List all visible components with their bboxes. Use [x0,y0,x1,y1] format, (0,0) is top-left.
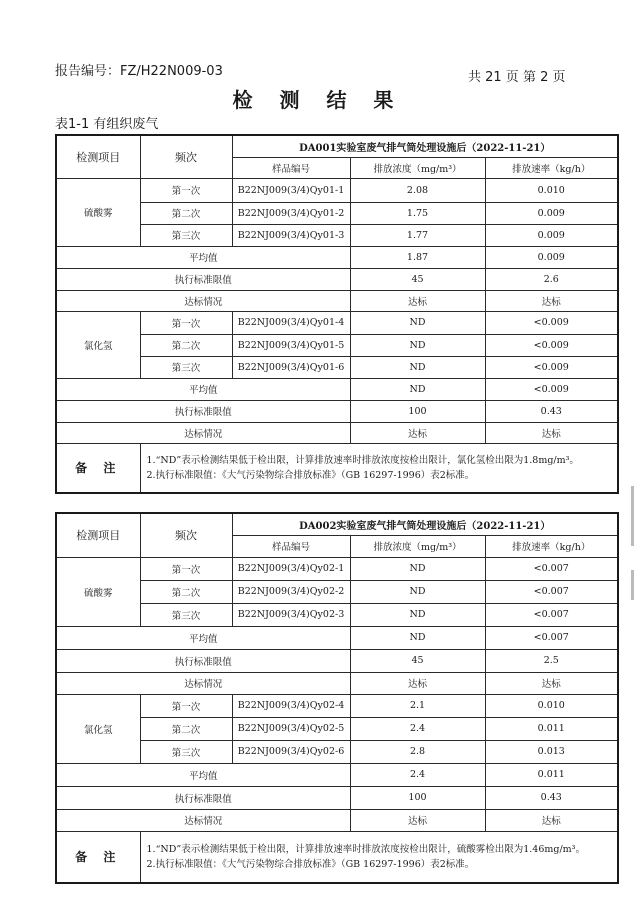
rate-cell: 0.009 [485,246,618,268]
header-rate: 排放速率（kg/h） [485,535,618,557]
sample-id-cell: B22NJ009(3/4)Qy01-3 [232,224,350,246]
rate-cell: 0.013 [485,740,618,763]
table-row [56,740,618,763]
note-line: 2.执行标准限值：《大气污染物综合排放标准》（GB 16297-1996）表2标准。 [146,469,475,481]
sample-id-cell: B22NJ009(3/4)Qy01-6 [232,356,350,378]
frequency-cell: 第二次 [140,717,232,740]
concentration-cell: ND [350,356,485,378]
rate-cell: 0.009 [485,224,618,246]
rate-cell: 0.011 [485,717,618,740]
rate-cell: 达标 [485,672,618,694]
concentration-cell: 达标 [350,290,485,311]
notes-label: 备 注 [56,831,140,883]
average-label: 平均值 [56,246,350,268]
notes-content [140,831,618,883]
header-concentration: 排放浓度（mg/m³） [350,535,485,557]
concentration-cell: ND [350,311,485,334]
limit-label: 执行标准限值 [56,268,350,290]
concentration-cell: ND [350,378,485,400]
header-rate: 排放速率（kg/h） [485,157,618,178]
frequency-cell: 第一次 [140,694,232,717]
rate-cell: 0.009 [485,202,618,224]
table-row [56,557,618,580]
table-caption: 表1-1 有组织废气 [55,117,159,132]
notes-label: 备 注 [56,443,140,493]
concentration-cell: 2.4 [350,763,485,786]
rate-cell: 达标 [485,809,618,831]
frequency-cell: 第三次 [140,740,232,763]
concentration-cell: 1.75 [350,202,485,224]
table-row [56,580,618,603]
sample-id-cell: B22NJ009(3/4)Qy02-3 [232,603,350,626]
average-label: 平均值 [56,626,350,649]
frequency-cell: 第三次 [140,224,232,246]
concentration-cell: 100 [350,400,485,422]
notes-row [56,443,618,493]
status-row [56,290,618,311]
concentration-cell: 达标 [350,422,485,443]
header-concentration: 排放浓度（mg/m³） [350,157,485,178]
table-row [56,178,618,202]
rate-cell: 0.011 [485,763,618,786]
rate-cell: <0.009 [485,356,618,378]
rate-cell: 0.010 [485,178,618,202]
page-indicator: 共 21 页 第 2 页 [468,70,566,85]
pollutant-name: 硫酸雾 [56,178,140,246]
pollutant-name: 氯化氢 [56,694,140,763]
frequency-cell: 第三次 [140,356,232,378]
table-row [56,224,618,246]
sample-id-cell: B22NJ009(3/4)Qy01-1 [232,178,350,202]
outlet-title: DA001实验室废气排气筒处理设施后（2022-11-21） [232,135,618,157]
sample-id-cell: B22NJ009(3/4)Qy02-2 [232,580,350,603]
report-number: 报告编号：FZ/H22N009-03 [55,64,223,79]
table-row [56,334,618,356]
scan-edge-mark [631,486,634,546]
header-test-item: 检测项目 [56,513,140,557]
concentration-cell: ND [350,557,485,580]
average-label: 平均值 [56,763,350,786]
header-sample-id: 样品编号 [232,535,350,557]
sample-id-cell: B22NJ009(3/4)Qy02-6 [232,740,350,763]
frequency-cell: 第二次 [140,202,232,224]
concentration-cell: 45 [350,649,485,672]
rate-cell: <0.007 [485,580,618,603]
status-row [56,672,618,694]
note-line: 1.“ND”表示检测结果低于检出限，计算排放速率时排放浓度按检出限计，氯化氢检出限为1.8mg/m³。 [146,454,579,466]
frequency-cell: 第一次 [140,178,232,202]
results-table-da001 [55,134,619,494]
rate-cell: <0.009 [485,334,618,356]
concentration-cell: 2.08 [350,178,485,202]
concentration-cell: 达标 [350,809,485,831]
sample-id-cell: B22NJ009(3/4)Qy01-2 [232,202,350,224]
average-row [56,246,618,268]
concentration-cell: ND [350,603,485,626]
frequency-cell: 第二次 [140,334,232,356]
sample-id-cell: B22NJ009(3/4)Qy01-4 [232,311,350,334]
status-label: 达标情况 [56,290,350,311]
pollutant-name: 硫酸雾 [56,557,140,626]
rate-cell: 2.5 [485,649,618,672]
header-sample-id: 样品编号 [232,157,350,178]
concentration-cell: ND [350,334,485,356]
status-label: 达标情况 [56,809,350,831]
page-title: 检 测 结 果 [232,88,404,112]
header-frequency: 频次 [140,513,232,557]
table-row [56,603,618,626]
concentration-cell: 100 [350,786,485,809]
limit-label: 执行标准限值 [56,786,350,809]
rate-cell: 0.43 [485,786,618,809]
average-label: 平均值 [56,378,350,400]
table-row [56,202,618,224]
header-test-item: 检测项目 [56,135,140,178]
concentration-cell: 2.8 [350,740,485,763]
status-row [56,809,618,831]
rate-cell: 0.43 [485,400,618,422]
rate-cell: 达标 [485,290,618,311]
scan-edge-mark [631,570,634,600]
limit-row [56,400,618,422]
status-label: 达标情况 [56,422,350,443]
rate-cell: 2.6 [485,268,618,290]
results-table-da002 [55,512,619,884]
note-line: 1.“ND”表示检测结果低于检出限，计算排放速率时排放浓度按检出限计，硫酸雾检出限为1.46mg/m³。 [146,843,585,855]
table-row [56,717,618,740]
status-row [56,422,618,443]
rate-cell: 0.010 [485,694,618,717]
concentration-cell: 1.77 [350,224,485,246]
rate-cell: <0.007 [485,626,618,649]
rate-cell: <0.009 [485,378,618,400]
frequency-cell: 第一次 [140,311,232,334]
sample-id-cell: B22NJ009(3/4)Qy01-5 [232,334,350,356]
rate-cell: <0.007 [485,603,618,626]
concentration-cell: ND [350,626,485,649]
concentration-cell: 2.4 [350,717,485,740]
outlet-title: DA002实验室废气排气筒处理设施后（2022-11-21） [232,513,618,535]
average-row [56,626,618,649]
header-frequency: 频次 [140,135,232,178]
average-row [56,763,618,786]
rate-cell: <0.009 [485,311,618,334]
concentration-cell: ND [350,580,485,603]
concentration-cell: 达标 [350,672,485,694]
limit-row [56,786,618,809]
status-label: 达标情况 [56,672,350,694]
limit-label: 执行标准限值 [56,400,350,422]
table-row [56,356,618,378]
rate-cell: 达标 [485,422,618,443]
concentration-cell: 2.1 [350,694,485,717]
limit-row [56,268,618,290]
limit-row [56,649,618,672]
concentration-cell: 1.87 [350,246,485,268]
pollutant-name: 氯化氢 [56,311,140,378]
note-line: 2.执行标准限值：《大气污染物综合排放标准》（GB 16297-1996）表2标准。 [146,858,475,870]
average-row [56,378,618,400]
frequency-cell: 第二次 [140,580,232,603]
table-row [56,311,618,334]
sample-id-cell: B22NJ009(3/4)Qy02-1 [232,557,350,580]
notes-content [140,443,618,493]
sample-id-cell: B22NJ009(3/4)Qy02-5 [232,717,350,740]
concentration-cell: 45 [350,268,485,290]
table-row [56,694,618,717]
frequency-cell: 第一次 [140,557,232,580]
sample-id-cell: B22NJ009(3/4)Qy02-4 [232,694,350,717]
rate-cell: <0.007 [485,557,618,580]
notes-row [56,831,618,883]
limit-label: 执行标准限值 [56,649,350,672]
frequency-cell: 第三次 [140,603,232,626]
